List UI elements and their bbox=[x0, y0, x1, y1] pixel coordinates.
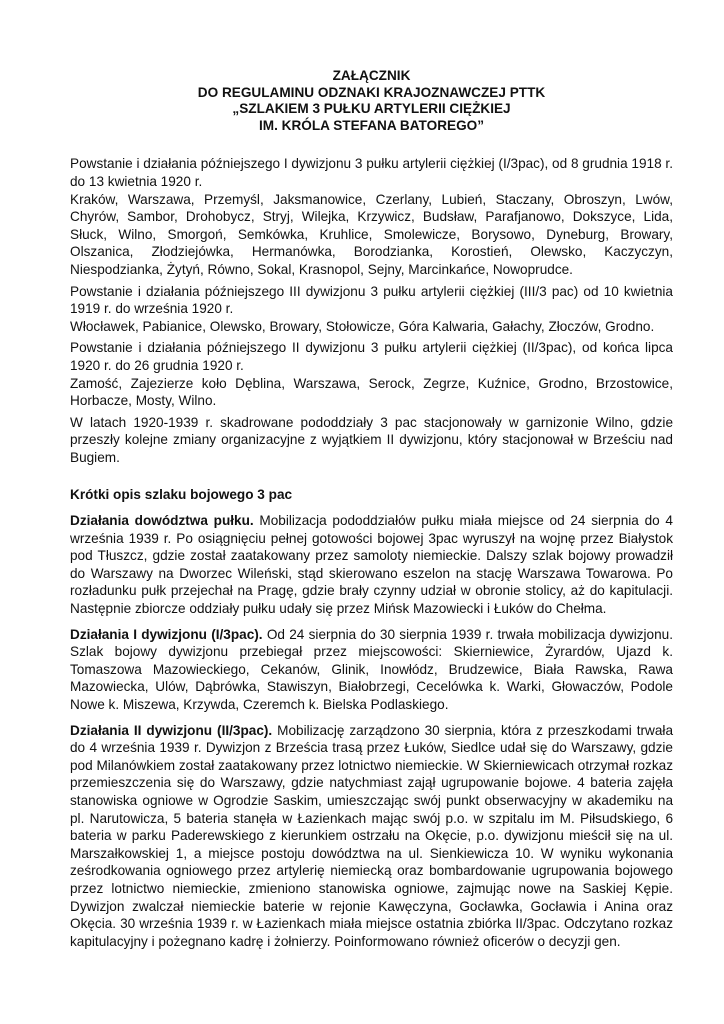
title-line-3: „SZLAKIEM 3 PUŁKU ARTYLERII CIĘŻKIEJ bbox=[232, 101, 511, 117]
section-second-division bbox=[70, 722, 673, 951]
intro-garrison: W latach 1920-1939 r. skadrowane pododdziały 3 pac stacjonowały w garnizonie Wilno, gdzie przeszły kolejne zmiany organizacyjne z wyjątkiem II dywizjonu, który stacjonował w Brześciu nad Bugiem. bbox=[70, 414, 673, 465]
section-second-division-title: Działania II dywizjonu (II/3pac). bbox=[70, 722, 273, 738]
title-line-1: ZAŁĄCZNIK bbox=[332, 68, 411, 83]
intro-first-division-places: Kraków, Warszawa, Przemyśl, Jaksmanowice, Czerlany, Lubień, Staczany, Obroszyn, Lwów, Chyrów, Sambor, Drohobycz, Stryj, Wilejka, Krzywicz, Budsław, Parafjanowo, Dokszyce, Lida, Słuck, Wilno, Smorgoń, Semkówka, Kruhlice, Smolewicze, Borysowo, Dyneburg, Browary, Olszanica, Złodziejówka, Hermanówka, Borodzianka, Korostień, Olewsko, Kaczyczyn, Niespodzianka, Żytyń, Równo, Sokal, Krasnopol, Sejny, Marcinkańce, Nowoprudce. bbox=[70, 191, 673, 277]
title-line-4: IM. KRÓLA STEFANA BATOREGO” bbox=[258, 117, 485, 133]
intro-second-division: Powstanie i działania późniejszego II dywizjonu 3 pułku artylerii ciężkiej (II/3pac), od końca lipca 1920 r. do 26 grudnia 1920 r. bbox=[70, 340, 673, 373]
intro-second-division-places: Zamość, Zajezierze koło Dęblina, Warszawa, Serock, Zegrze, Kuźnice, Grodno, Brzostowice, Horbacze, Mosty, Wilno. bbox=[70, 375, 673, 409]
section-first-division-title: Działania I dywizjonu (I/3pac). bbox=[70, 626, 263, 642]
title-line-2: DO REGULAMINU ODZNAKI KRAJOZNAWCZEJ PTTK bbox=[197, 84, 546, 100]
section-first-division-text: Od 24 sierpnia do 30 sierpnia 1939 r. trwała mobilizacja dywizjonu. Szlak bojowy dywizjonu przebiegał przez miejscowości: Skierniewice, Żyrardów, Ujazd k. Tomaszowa Mazowieckiego, Cekanów, Glinik, Inowłódz, Brudzewice, Biała Rawska, Rawa Mazowiecka, Ulów, Dąbrówka, Stawiszyn, Białobrzegi, Cecelówka k. Warki, Głowaczów, Podole Nowe k. Miszewa, Krzywda, Czeremch k. Bielska Podlaskiego. bbox=[70, 626, 673, 712]
intro-third-division-places: Włocławek, Pabianice, Olewsko, Browary, Stołowicze, Góra Kalwaria, Gałachy, Złoczów, Grodno. bbox=[70, 318, 655, 334]
intro-first-division: Powstanie i działania późniejszego I dywizjonu 3 pułku artylerii ciężkiej (I/3pac), od 8 grudnia 1918 r. do 13 kwietnia 1920 r. bbox=[70, 156, 673, 189]
document-page bbox=[70, 68, 673, 958]
section-second-division-text: Mobilizację zarządzono 30 sierpnia, która z przeszkodami trwała do 4 września 1939 r. Dywizjon z Brześcia trasą przez Łuków, Siedlce udał się do Warszawy, gdzie pod Milanówkiem został zaatakowany przez lotnictwo niemieckie. W Skierniewicach otrzymał rozkaz przemieszczenia się do Warszawy, gdzie natychmiast zajął ugrupowanie bojowe. 4 bateria zajęła stanowiska ogniowe w Ogrodzie Saskim, umieszczając swój punkt obserwacyjny w akademiku na pl. Narutowicza, 5 bateria stanęła w Łazienkach mając swój p.o. w szpitalu im M. Piłsudskiego, 6 bateria w parku Paderewskiego z kierunkiem ostrzału na Okęcie, p.o. dywizjonu mieścił się na ul. Marszałkowskiej 1, a miejsce postoju dowództwa na ul. Sienkiewicza 10. W wyniku wykonania ześrodkowania ogniowego przez artylerię niemiecką oraz bombardowanie ugrupowania bojowego przez lotnictwo niemieckie, zmieniono stanowiska ogniowe, zajmując nowe na Saskiej Kępie. Dywizjon zwalczał niemieckie baterie w rejonie Kawęczyna, Gocławka, Gocławia i Anina oraz Okęcia. 30 września 1939 r. w Łazienkach miała miejsce ostatnia zbiórka II/3pac. Odczytano rozkaz kapitulacyjny i pożegnano kadrę i żołnierzy. Poinformowano również oficerów o decyzji gen. bbox=[70, 722, 674, 949]
section-heading: Krótki opis szlaku bojowego 3 pac bbox=[70, 487, 293, 503]
document-title bbox=[70, 68, 673, 134]
section-regiment-command-text: Mobilizacja pododdziałów pułku miała miejsce od 24 sierpnia do 4 września 1939 r. Po osiągnięciu pełnej gotowości bojowej 3pac wyruszył na wojnę przez Białystok pod Tłuszcz, gdzie został zaatakowany przez samoloty niemieckie. Dalszy szlak bojowy prowadził do Warszawy na Dworzec Wileński, stąd skierowano eszelon na stację Warszawa Towarowa. Po rozładunku pułk przejechał na Pragę, gdzie brały czynny udział w obronie stolicy, aż do kapitulacji. Następnie zbiorcze oddziały pułku udały się przez Mińsk Mazowiecki i Łuków do Chełma. bbox=[70, 513, 673, 617]
intro-third-division: Powstanie i działania późniejszego III dywizjonu 3 pułku artylerii ciężkiej (III/3 pac) od 10 kwietnia 1919 r. do września 1920 r. bbox=[70, 283, 673, 317]
section-regiment-command-title: Działania dowództwa pułku. bbox=[70, 513, 254, 529]
section-regiment-command bbox=[70, 512, 673, 618]
section-first-division bbox=[70, 626, 673, 714]
